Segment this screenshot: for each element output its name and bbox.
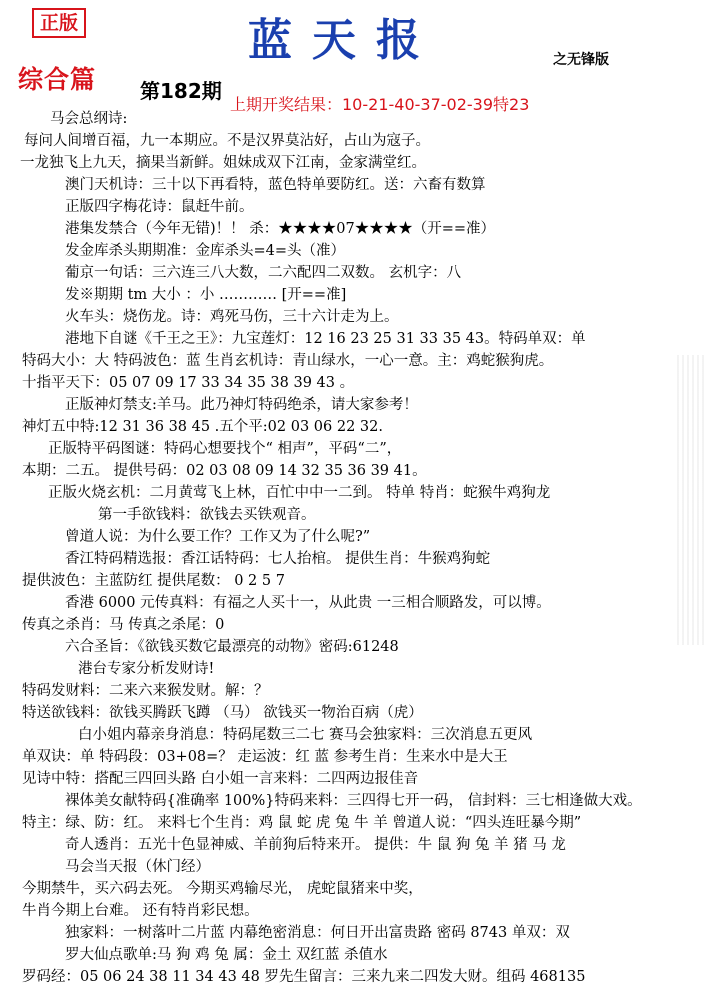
issue-number: 第182期 [140, 79, 222, 103]
text-line: 正版特平码图谜：特码心想要找个“ 相声”，平码“二”， [48, 441, 402, 457]
text-line: 单双诀：单 特码段：03+08=？ 走运波：红 蓝 参考生肖：生来水中是大王 [22, 749, 508, 765]
text-line: 正版神灯禁支:羊马。此乃神灯特码绝杀，请大家参考！ [65, 397, 418, 413]
text-line: 特码发财料：二来六来猴发财。解：？ [22, 683, 269, 699]
text-line: 正版四字梅花诗：鼠赶牛前。 [65, 199, 254, 215]
text-line: 提供波色：主蓝防红 提供尾数： 0 2 5 7 [22, 573, 285, 589]
text-line: 罗码经：05 06 24 38 11 34 43 48 罗先生留言：三来九来二四发大财。组码 468135 [22, 969, 586, 985]
text-line: 神灯五中特:12 31 36 38 45 .五个平:02 03 06 22 32. [22, 419, 383, 435]
text-line: 马会总纲诗: [50, 111, 128, 127]
text-line: 独家料：一树落叶二片蓝 内幕绝密消息：何日开出富贵路 密码 8743 单双：双 [65, 925, 570, 941]
text-line: 一龙独飞上九天，摘果当新鲜。姐妹成双下江南，金家满堂红。 [20, 155, 426, 171]
text-line: 发※期期 tm 大小 ：小 ………… [开==准] [65, 287, 347, 303]
text-line: 火车头：烧伤龙。诗：鸡死马伤，三十六计走为上。 [65, 309, 399, 325]
newspaper-title: 蓝天报 [248, 15, 440, 66]
text-line: 传真之杀肖：马 传真之杀尾：0 [22, 617, 225, 633]
text-line: 港地下自谜《千王之王》：九宝莲灯：12 16 23 25 31 33 35 43。特码单双：单 [65, 331, 586, 347]
text-line: 第一手欲钱料：欲钱去买铁观音。 [98, 507, 316, 523]
text-line: 今期禁牛，买六码去死。 今期买鸡输尽光， 虎蛇鼠猪来中奖， [22, 881, 423, 897]
text-line: 特主：绿、防：红。 来料七个生肖：鸡 鼠 蛇 虎 兔 牛 羊 曾道人说：“四头连旺暴今期” [22, 815, 582, 831]
text-line: 见诗中特：搭配三四回头路 白小姐一言来料：二四两边报佳音 [22, 771, 419, 787]
text-line: 本期：二五。 提供号码：02 03 08 09 14 32 35 36 39 41。 [22, 463, 427, 479]
text-line: 正版火烧玄机：二月黄莺飞上林，百忙中中一二到。 特单 特肖：蛇猴牛鸡狗龙 [48, 485, 551, 501]
text-line: 牛肖今期上台难。 还有特肖彩民想。 [22, 903, 259, 919]
text-line: 罗大仙点歌单:马 狗 鸡 兔 属：金土 双红蓝 杀值水 [65, 947, 388, 963]
edition-label: 之无锋版 [553, 52, 609, 68]
text-line: 香江特码精选报：香江话特码：七人抬棺。 提供生肖：牛猴鸡狗蛇 [65, 551, 491, 567]
text-line: 白小姐内幕亲身消息：特码尾数三二七 赛马会独家料：三次消息五更风 [78, 727, 533, 743]
section-heading: 综合篇 [18, 65, 97, 94]
scan-artifact-stripes [677, 355, 707, 645]
text-line: 特码大小：大 特码波色：蓝 生肖玄机诗：青山绿水，一心一意。主：鸡蛇猴狗虎。 [22, 353, 554, 369]
text-line: 奇人透肖：五光十色显神威、羊前狗后特来开。 提供：牛 鼠 狗 兔 羊 猪 马 龙 [65, 837, 566, 853]
text-line: 港台专家分析发财诗! [78, 661, 215, 677]
text-line: 曾道人说：为什么要工作？工作又为了什么呢?” [65, 529, 371, 545]
text-line: 每问人间增百福，九一本期应。不是汉界莫沾好，占山为寇子。 [24, 133, 430, 149]
text-line: 港集发禁合（今年无错)！！ 杀：★★★★07★★★★（开==准） [65, 221, 496, 237]
text-line: 十指平天下：05 07 09 17 33 34 35 38 39 43 。 [22, 375, 355, 391]
text-line: 香港 6000 元传真料：有福之人买十一，从此贵 一三相合顺路发，可以博。 [65, 595, 551, 611]
text-line: 马会当天报（休门经） [65, 859, 210, 875]
text-line: 六合圣旨：《欲钱买数它最漂亮的动物》密码:61248 [65, 639, 399, 655]
last-draw-result: 上期开奖结果：10-21-40-37-02-39特23 [230, 95, 530, 114]
edition-stamp: 正版 [32, 8, 86, 38]
text-line: 澳门天机诗：三十以下再看特，蓝色特单要防红。送：六畜有数算 [65, 177, 486, 193]
text-line: 裸体美女献特码{准确率 100%}特码来料：三四得七开一码， 信封料：三七相逢做大戏。 [65, 793, 642, 809]
text-line: 发金库杀头期期准：金库杀头=4=头（准） [65, 243, 346, 259]
text-line: 特送欲钱料：欲钱买腾跃飞蹲 （马） 欲钱买一物治百病（虎） [22, 705, 423, 721]
text-line: 葡京一句话：三六连三八大数，二六配四二双数。 玄机字：八 [65, 265, 462, 281]
